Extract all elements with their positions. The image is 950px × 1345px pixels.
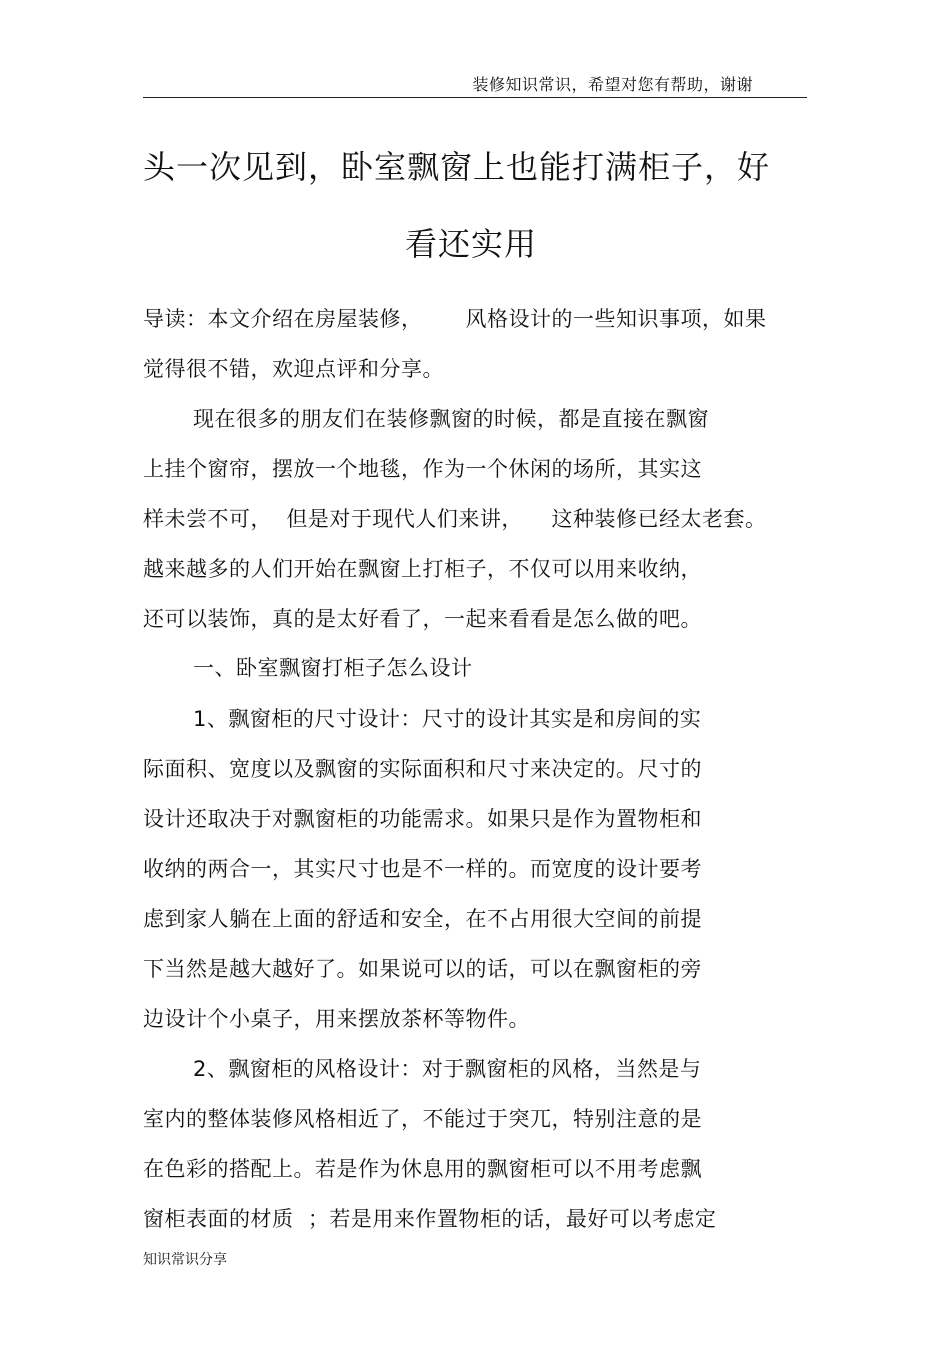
body-line: 越来越多的人们开始在飘窗上打柜子，不仅可以用来收纳， — [143, 557, 702, 581]
body-line: 2、飘窗柜的风格设计：对于飘窗柜的风格，当然是与 — [193, 1057, 702, 1081]
body-line: 在色彩的搭配上。若是作为休息用的飘窗柜可以不用考虑飘 — [143, 1157, 702, 1181]
body-line: 际面积、宽度以及飘窗的实际面积和尺寸来决定的。尺寸的 — [143, 757, 702, 781]
body-line: 虑到家人躺在上面的舒适和安全，在不占用很大空间的前提 — [143, 907, 702, 931]
body-line: 1、飘窗柜的尺寸设计：尺寸的设计其实是和房间的实 — [193, 707, 702, 731]
article-title-line-1: 头一次见到，卧室飘窗上也能打满柜子，好 — [143, 148, 771, 186]
page-footer: 知识常识分享 — [143, 1252, 227, 1268]
body-line: 现在很多的朋友们在装修飘窗的时候，都是直接在飘窗 — [193, 407, 709, 431]
body-line: 样未尝不可， 但是对于现代人们来讲， 这种装修已经太老套。 — [143, 507, 767, 531]
body-line: 窗柜表面的材质 ；若是用来作置物柜的话，最好可以考虑定 — [143, 1207, 717, 1231]
header-divider — [143, 97, 807, 98]
body-line: 设计还取决于对飘窗柜的功能需求。如果只是作为置物柜和 — [143, 807, 702, 831]
body-line: 收纳的两合一，其实尺寸也是不一样的。而宽度的设计要考 — [143, 857, 702, 881]
body-line: 还可以装饰，真的是太好看了，一起来看看是怎么做的吧。 — [143, 607, 702, 631]
body-line: 边设计个小桌子，用来摆放茶杯等物件。 — [143, 1007, 530, 1031]
intro-line-1: 导读：本文介绍在房屋装修， 风格设计的一些知识事项，如果 — [143, 307, 767, 331]
body-line: 下当然是越大越好了。如果说可以的话，可以在飘窗柜的旁 — [143, 957, 702, 981]
page-header: 装修知识常识，希望对您有帮助，谢谢 — [472, 75, 753, 94]
section-heading: 一、卧室飘窗打柜子怎么设计 — [193, 656, 473, 680]
body-line: 室内的整体装修风格相近了，不能过于突兀，特别注意的是 — [143, 1107, 702, 1131]
intro-line-2: 觉得很不错，欢迎点评和分享。 — [143, 357, 444, 381]
body-line: 上挂个窗帘，摆放一个地毯，作为一个休闲的场所，其实这 — [143, 457, 702, 481]
article-title-line-2: 看还实用 — [405, 225, 538, 263]
